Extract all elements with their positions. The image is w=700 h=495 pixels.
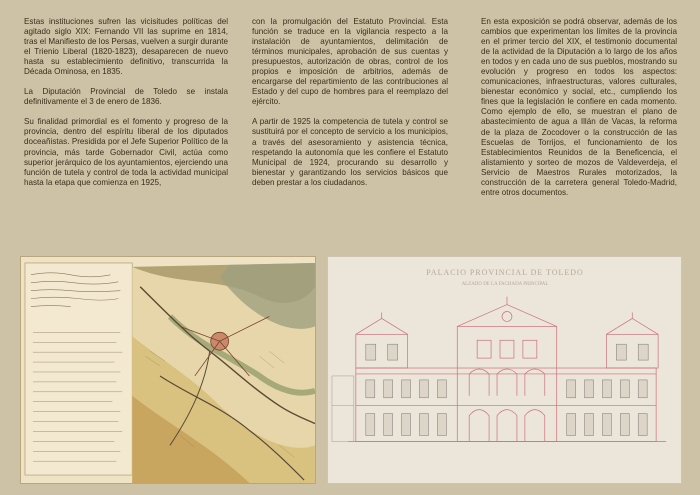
text-column-2 bbox=[252, 17, 448, 198]
paragraph: Estas instituciones sufren las vicisitudes políticas del agitado siglo XIX: Fernando VII las suprime en 1814, tras el Manifiesto de los Persas, vuelven a surgir durante el Trienio Liberal (1820-1823), desaparecen de nuevo hasta su establecimiento definitivo, transcurrida la Década Ominosa, en 1835. bbox=[24, 17, 228, 77]
paragraph: En esta exposición se podrá observar, además de los cambios que experimentan los límites de la provincia en el primer tercio del XIX, el testimonio documental de la actividad de la Diputación a lo largo de los años en todos y en cada uno de sus pueblos, mostrando su evolución y progreso en todos los aspectos: comunicaciones, infraestructuras, valores culturales, bienestar económico y social, etc., cumpliendo los fines que la legislación le confiere en cada momento. Como ejemplo de ello, se muestran el plano de abastecimiento de agua a Illán de Vacas, la reforma de la plaza de Zocodover o la construcción de las Escuelas de Torrijos, el funcionamiento de los Establecimientos Reunidos de la Beneficencia, el alistamiento y sorteo de mozos de Valdeverdeja, el Servicio de Maestros Rurales motorizados, la construcción de la carretera general Toledo-Madrid, entre otros documentos. bbox=[481, 17, 677, 197]
plan-title: PALACIO PROVINCIAL DE TOLEDO bbox=[426, 267, 584, 277]
palace-facade-plan-image bbox=[327, 256, 682, 484]
paragraph: con la promulgación del Estatuto Provincial. Esta función se traduce en la vigilancia respecto a la instalación de ayuntamientos, delimitación de términos municipales, aprobación de sus cuentas y presupuestos, autorización de obras, control de los propios e imposición de arbitrios, además de encargarse del repartimiento de las contribuciones al Estado y del cupo de hombres para el reemplazo del ejército. bbox=[252, 17, 448, 107]
historic-map-image bbox=[20, 256, 316, 484]
text-column-1 bbox=[24, 17, 228, 198]
paragraph: La Diputación Provincial de Toledo se instala definitivamente el 3 de enero de 1836. bbox=[24, 87, 228, 107]
paragraph: Su finalidad primordial es el fomento y progreso de la provincia, dentro del espíritu liberal de los diputados doceañistas. Presidida por el Jefe Superior Político de la provincia, más tarde Gobernador Civil, actúa como superior jerárquico de los ayuntamientos, ejerciendo una función de tutela y control de toda la actividad municipal hasta la etapa que comienza en 1925, bbox=[24, 117, 228, 187]
text-column-3 bbox=[481, 17, 677, 208]
paragraph: A partir de 1925 la competencia de tutela y control se sustituirá por el concepto de servicio a los municipios, a través del asesoramiento y asistencia técnica, respetando la autonomía que les confiere el Estatuto Municipal de 1924, procurando su desarrollo y bienestar y garantizando los servicios básicos que deben prestar a los ciudadanos. bbox=[252, 117, 448, 187]
plan-subtitle: ALZADO DE LA FACHADA PRINCIPAL bbox=[461, 281, 549, 287]
